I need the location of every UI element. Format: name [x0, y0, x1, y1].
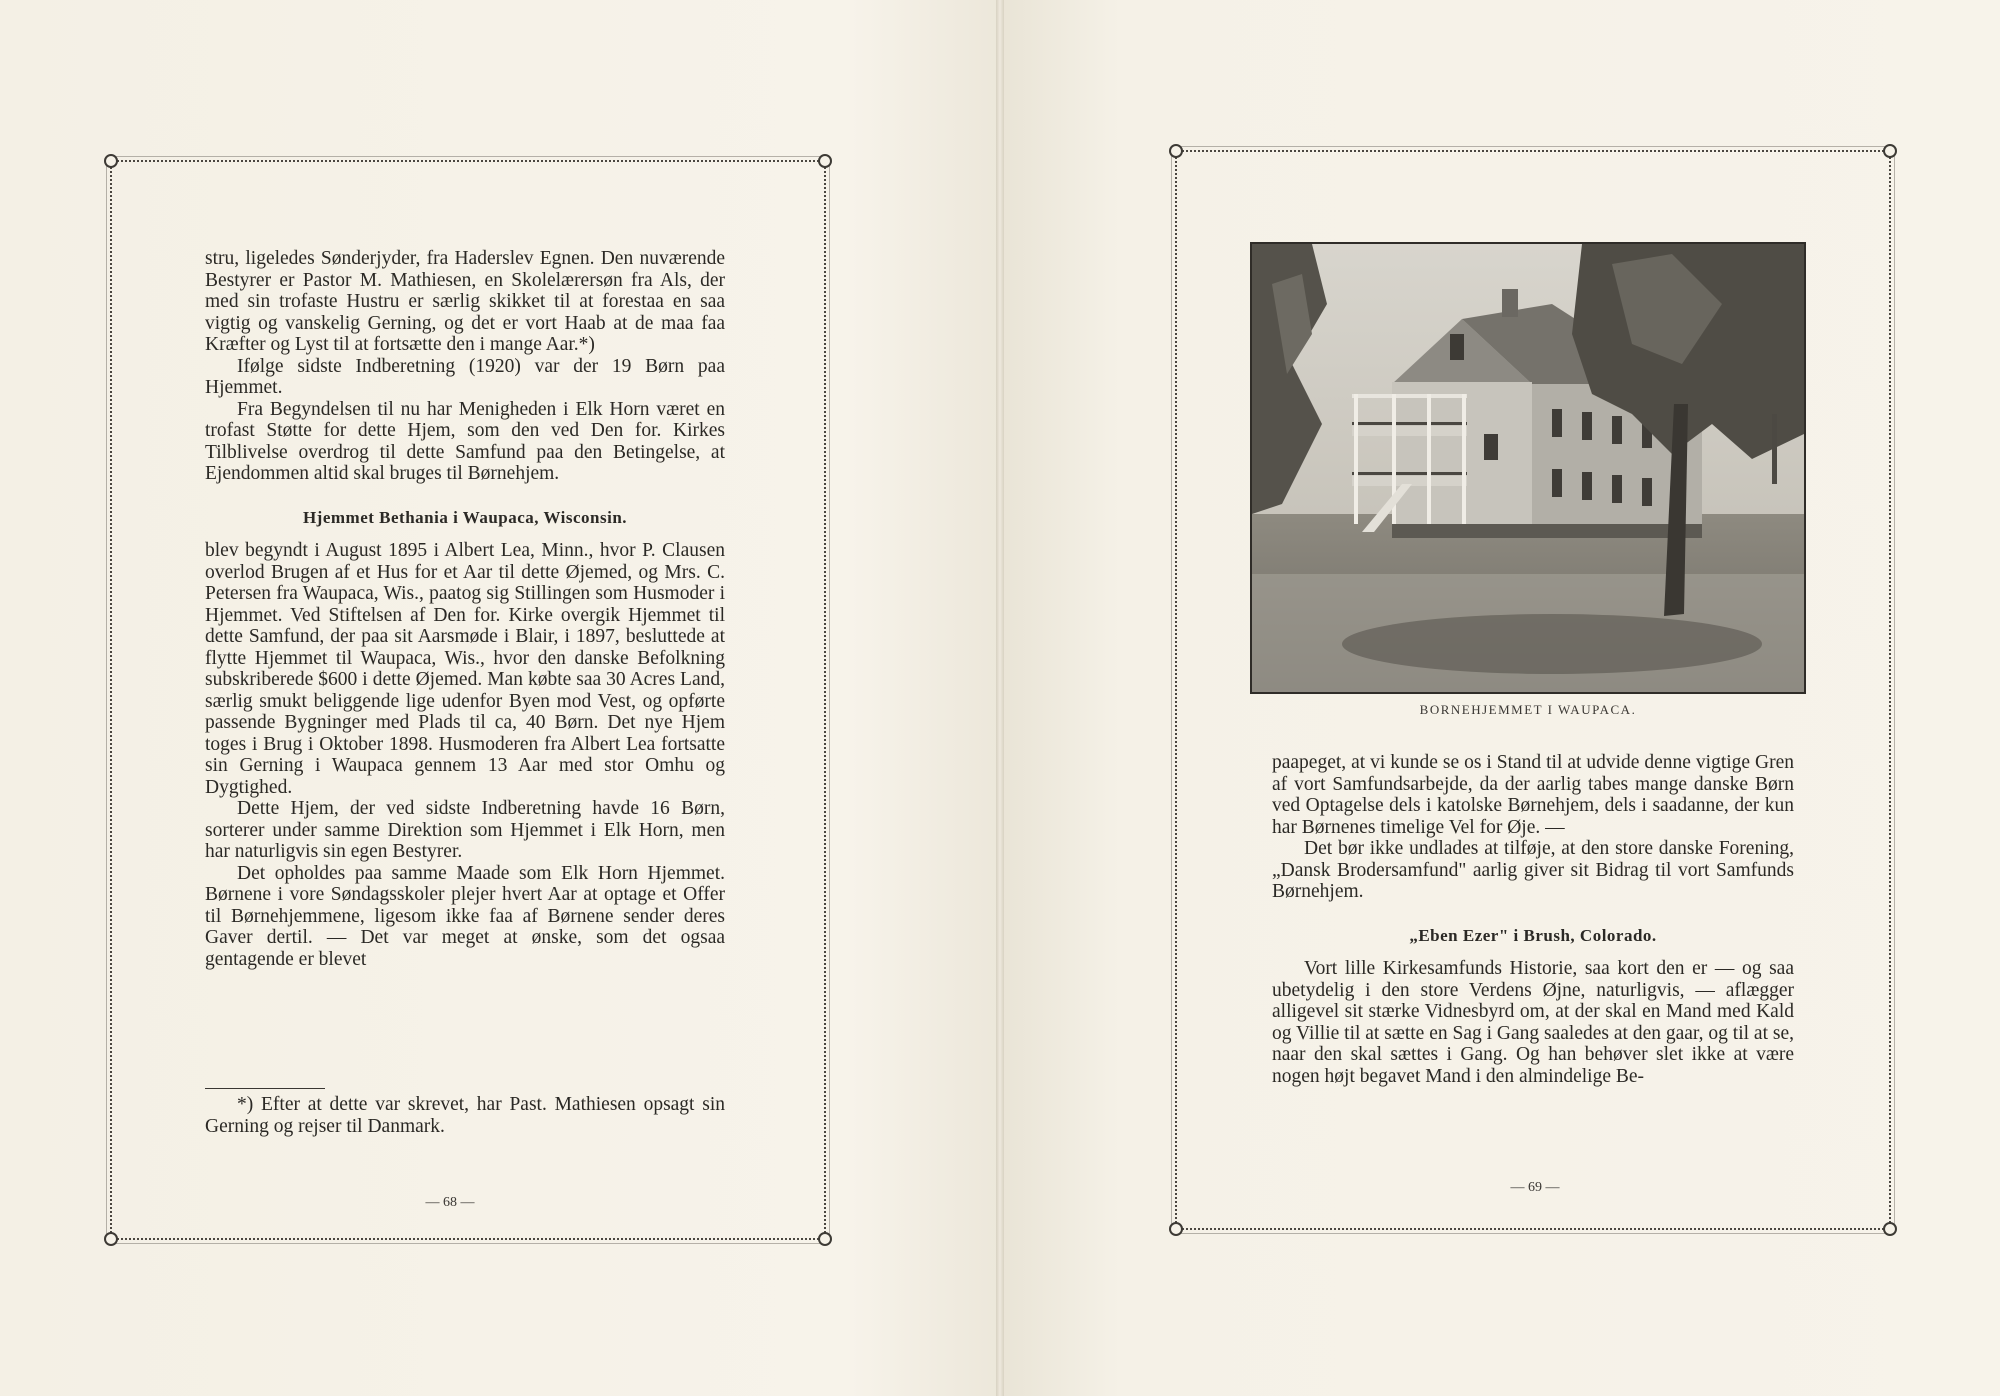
corner-ornament	[104, 1232, 118, 1246]
left-paragraph: Det opholdes paa samme Maade som Elk Horn Hjemmet. Børnene i vore Søndagsskoler plejer hvert Aar at optage et Offer til Børnehjemmene, ligesom ikke faa af Børnene sender deres Gaver dertil. — Det var meget at ønske, som det ogsaa gentagende er blevet	[205, 862, 725, 970]
left-paragraph: Fra Begyndelsen til nu har Menigheden i Elk Horn været en trofast Støtte for dette Hjem, som den ved Den for. Kirkes Tilblivelse overdrog til dette Samfund paa den Betingelse, at Ejendommen altid skal bruges til Børnehjem.	[205, 398, 725, 484]
footnote-rule	[205, 1088, 325, 1089]
left-body-text	[205, 248, 725, 970]
page-number-right: — 69 —	[1510, 1180, 1560, 1195]
book-gutter	[996, 0, 1004, 1396]
section-heading-eben-ezer: „Eben Ezer" i Brush, Colorado.	[1409, 925, 1657, 945]
right-paragraph: Det bør ikke undlades at tilføje, at den store danske Forening, „Dansk Brodersamfund" aarlig giver sit Bidrag til vort Samfunds Børnehjem.	[1272, 838, 1794, 902]
corner-ornament	[1883, 144, 1897, 158]
corner-ornament	[1883, 1222, 1897, 1236]
photo-caption: BORNEHJEMMET I WAUPACA.	[1419, 702, 1637, 717]
left-paragraph: Ifølge sidste Indberetning (1920) var der 19 Børn paa Hjemmet.	[205, 355, 725, 398]
page-number-left: — 68 —	[425, 1195, 475, 1210]
footnote	[205, 1094, 725, 1137]
left-paragraph: blev begyndt i August 1895 i Albert Lea, Minn., hvor P. Clausen overlod Brugen af et Hus for et Aar til dette Øjemed, og Mrs. C. Petersen fra Waupaca, Wis., paatog sig Stillingen som Husmoder i Hjemmet. Ved Stiftelsen af Den for. Kirke overgik Hjemmet til dette Samfund, der paa sit Aarsmøde i Blair, i 1897, besluttede at flytte Hjemmet til Waupaca, Wis., hvor den danske Befolkning subskriberede $600 i dette Øjemed. Man købte saa 30 Acres Land, særlig smukt beliggende lige udenfor Byen mod Vest, og opførte passende Bygninger med Plads til ca, 40 Børn. Det nye Hjem toges i Brug i Oktober 1898. Husmoderen fra Albert Lea fortsatte sin Gerning i Waupaca gennem 13 Aar med stor Omhu og Dygtighed.	[205, 540, 725, 798]
corner-ornament	[818, 1232, 832, 1246]
corner-ornament	[1169, 144, 1183, 158]
corner-ornament	[1169, 1222, 1183, 1236]
left-paragraph: Dette Hjem, der ved sidste Indberetning havde 16 Børn, sorterer under samme Direktion som Hjemmet i Elk Horn, men har naturligvis sin egen Bestyrer.	[205, 798, 725, 862]
house-illustration	[1252, 244, 1804, 692]
right-body-text	[1272, 752, 1794, 1087]
corner-ornament	[104, 154, 118, 168]
right-paragraph: Vort lille Kirkesamfunds Historie, saa kort den er — og saa ubetydelig i den store Verdens Øjne, naturligvis, — aflægger alligevel sit stærke Vidnesbyrd om, at der skal en Mand med Kald og Villie til at sætte en Sag i Gang saaledes at den gaar, og til at se, naar den skal sættes i Gang. Og han behøver slet ikke at være nogen højt begavet Mand i den almindelige Be-	[1272, 958, 1794, 1087]
corner-ornament	[818, 154, 832, 168]
section-heading-bethania: Hjemmet Bethania i Waupaca, Wisconsin.	[302, 507, 628, 527]
left-paragraph: stru, ligeledes Sønderjyder, fra Haderslev Egnen. Den nuværende Bestyrer er Pastor M. Mathiesen, en Skolelærersøn fra Als, der med sin trofaste Hustru er særlig skikket til at forestaa en saa vigtig og vanskelig Gerning, og det er vort Haab at de maa faa Kræfter og Lyst til at fortsætte den i mange Aar.*)	[205, 248, 725, 355]
footnote-text: *) Efter at dette var skrevet, har Past. Mathiesen opsagt sin Gerning og rejser til Danmark.	[205, 1094, 725, 1137]
right-paragraph: paapeget, at vi kunde se os i Stand til at udvide denne vigtige Gren af vort Samfundsarbejde, da der aarlig tabes mange danske Børn ved Optagelse dels i katolske Børnehjem, dels i saadanne, der kun har Børnenes timelige Vel for Øje. —	[1272, 752, 1794, 838]
orphanage-photograph	[1250, 242, 1806, 694]
